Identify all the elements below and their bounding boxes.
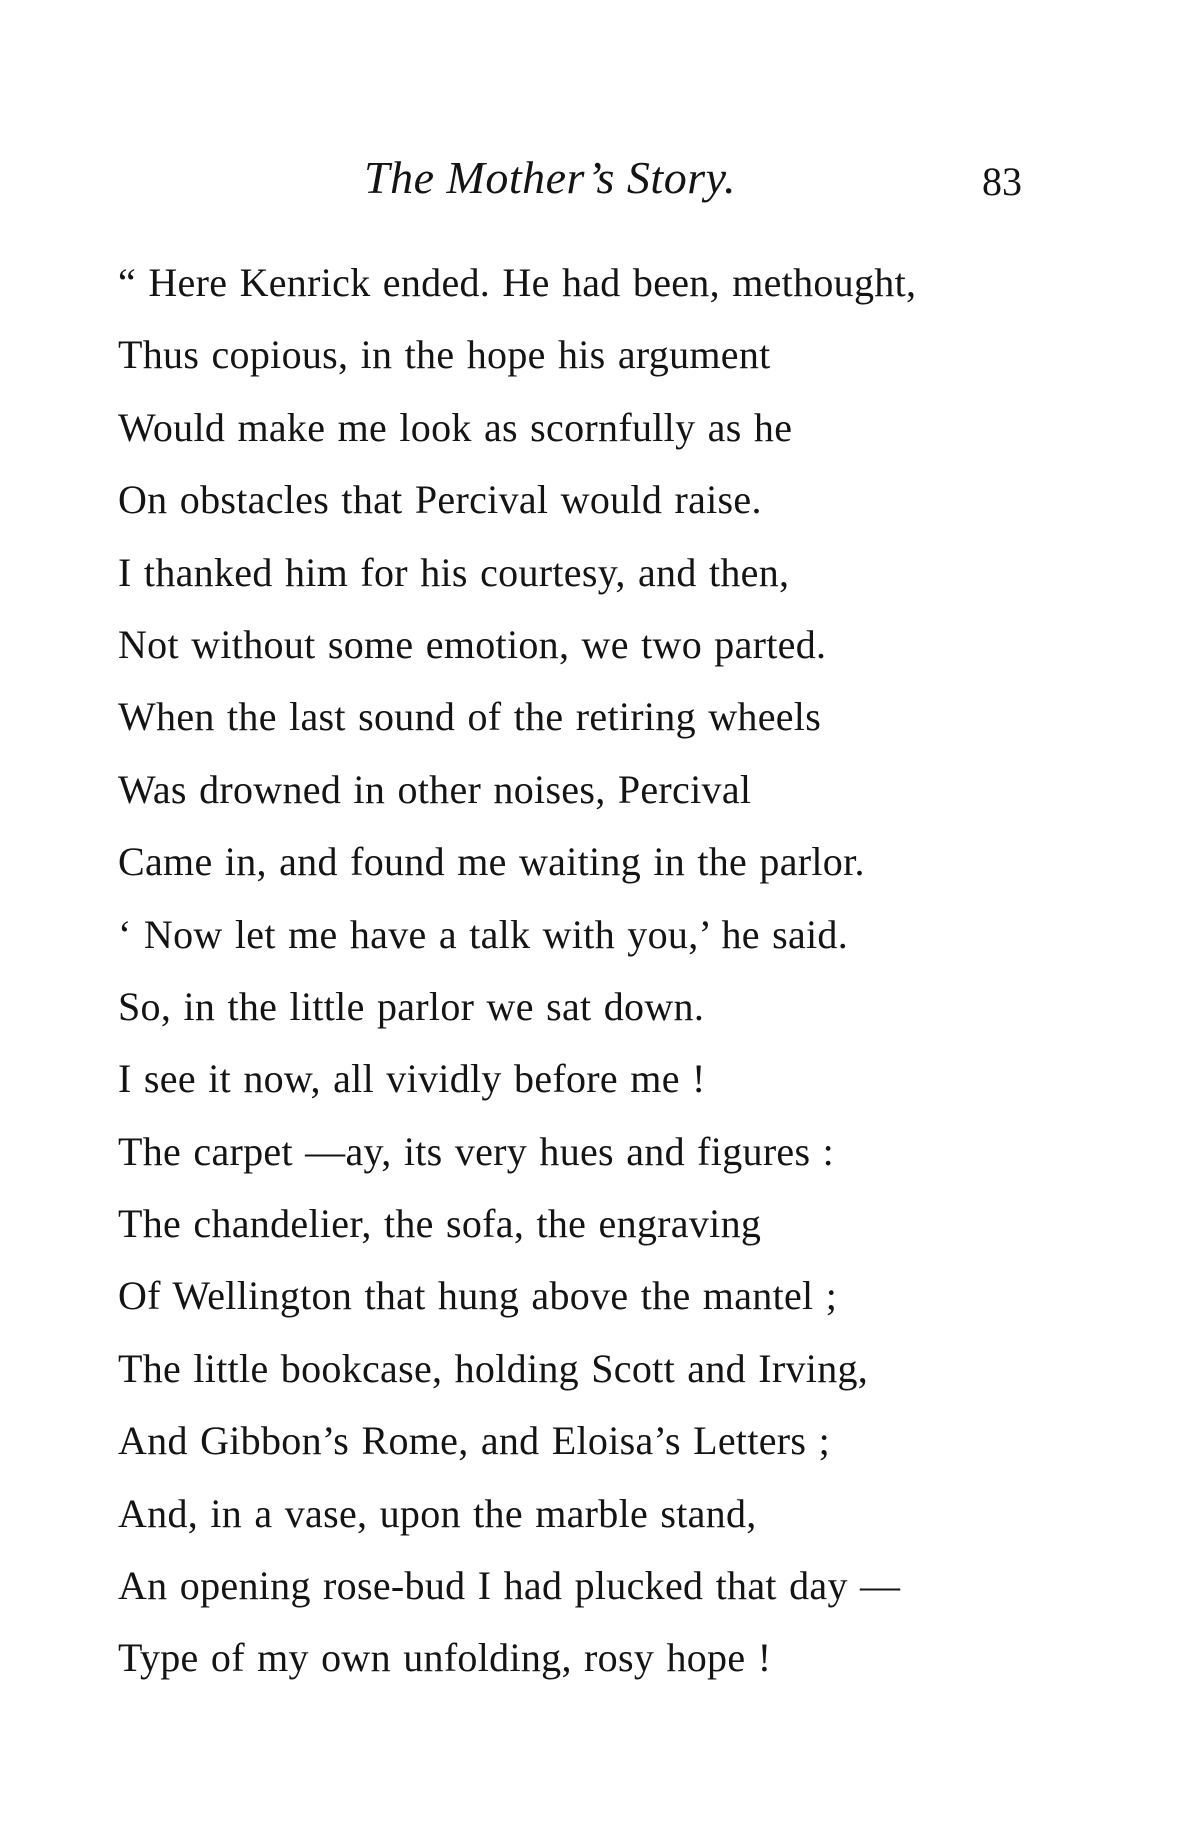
verse-line: An opening rose-bud I had plucked that day — <box>118 1563 901 1609</box>
page-number: 83 <box>982 159 1022 204</box>
verse-line: Would make me look as scornfully as he <box>118 404 793 450</box>
verse-line: The chandelier, the sofa, the engraving <box>118 1201 762 1247</box>
poem-text <box>118 253 1078 1701</box>
verse-line: On obstacles that Percival would raise. <box>118 477 762 523</box>
verse-line: Came in, and found me waiting in the parlor. <box>118 839 865 885</box>
verse-line: And Gibbon’s Rome, and Eloisa’s Letters ; <box>118 1418 830 1464</box>
verse-line: Thus copious, in the hope his argument <box>118 332 771 378</box>
running-title: The Mother’s Story. <box>364 152 736 203</box>
verse-line: And, in a vase, upon the marble stand, <box>118 1490 757 1536</box>
verse-line: “ Here Kenrick ended. He had been, methought, <box>118 260 917 305</box>
verse-line: Of Wellington that hung above the mantel ; <box>118 1273 838 1319</box>
verse-line: The little bookcase, holding Scott and Irving, <box>118 1345 869 1391</box>
verse-line: Not without some emotion, we two parted. <box>118 621 827 667</box>
verse-line: Was drowned in other noises, Percival <box>118 766 752 812</box>
verse-line: I thanked him for his courtesy, and then, <box>118 549 790 595</box>
verse-line: The carpet —ay, its very hues and figures : <box>118 1128 835 1174</box>
verse-line: ‘ Now let me have a talk with you,’ he said. <box>118 911 849 957</box>
verse-line: I see it now, all vividly before me ! <box>118 1056 706 1102</box>
verse-line: So, in the little parlor we sat down. <box>118 983 705 1029</box>
verse-line: Type of my own unfolding, rosy hope ! <box>118 1635 772 1681</box>
running-header <box>0 148 1190 208</box>
verse-line: When the last sound of the retiring wheels <box>118 694 822 740</box>
